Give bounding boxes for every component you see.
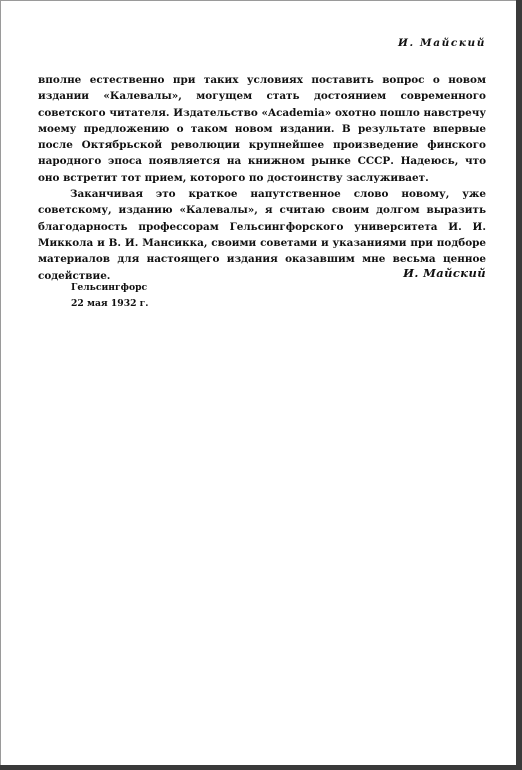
- date-line: 22 мая 1932 г.: [71, 298, 149, 309]
- frame-top-edge: [0, 0, 522, 1]
- frame-bottom-shadow: [0, 765, 522, 770]
- place-line: Гельсингфорс: [71, 282, 148, 293]
- running-head: И. Майский: [397, 37, 486, 49]
- body-text: [38, 72, 486, 284]
- paragraph-continuation: вполне естественно при таких условиях поставить вопрос о новом издании «Калевалы», могущем стать достоянием современного советского читателя. Издательство «Academia» охотно пошло навстречу моему предложению о таком новом издании. В результате впервые после Октябрьской революции крупнейшее произведение финского народного эпоса появляется на книжном рынке СССР. Надеюсь, что оно встретит тот прием, которого по достоинству заслуживает.: [38, 74, 486, 184]
- signature: И. Майский: [403, 266, 486, 280]
- frame-right-shadow: [516, 0, 522, 770]
- frame-left-edge: [0, 0, 1, 770]
- paragraph-acknowledgement: Заканчивая это краткое напутственное слово новому, уже советскому, изданию «Калевалы», я считаю своим долгом выразить благодарность профессорам Гельсингфорского университета И. И. Миккола и В. И. Мансикка, своими советами и указаниями при подборе материалов для настоящего издания оказавшим мне весьма ценное содействие.: [38, 188, 486, 282]
